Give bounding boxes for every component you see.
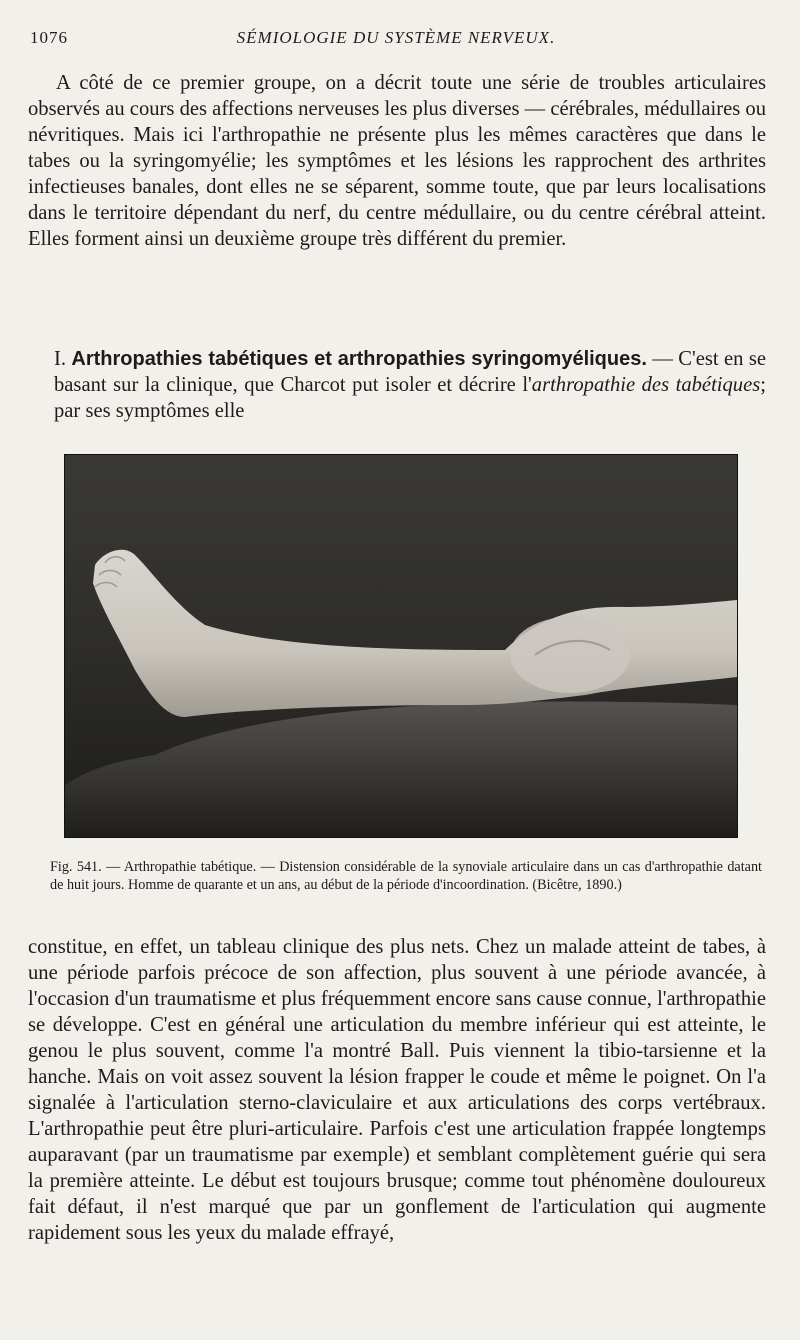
paragraph-2: constitue, en effet, un tableau clinique des plus nets. Chez un malade atteint de tabes, à une période parfois précoce de son affection, plus souvent à une période avancée, à l'occasion d'un traumatisme et plus fréquemment encore sans cause connue, l'arthropathie se développe. C'est en général une articulation du membre inférieur qui est atteinte, le genou le plus souvent, comme l'a montré Ball. Puis viennent la tibio-tarsienne et la hanche. Mais on voit assez souvent la lésion frapper le coude et même le poignet. On l'a signalée à l'articulation sterno-claviculaire et aux articulations des corps vertébraux. L'arthropathie peut être pluri-articulaire. Parfois c'est une articulation frappée longtemps auparavant (par un traumatisme par exemple) et semblant complètement guérie qui sera la première atteinte. Le début est toujours brusque; comme tout phénomène douloureux fait défaut, il n'est marqué que par un gonflement de l'articulation qui augmente rapidement sous les yeux du malade effrayé, [28,936,766,1244]
page-number: 1076 [30,28,68,47]
figure-caption [50,858,762,894]
figure-label: Fig. 541. [50,859,102,875]
section-intro-italic: arthropathie des tabétiques [531,374,761,396]
section-intro-before: — C'est en se basant sur la clinique, que Charcot put isoler et décrire l' [54,348,766,396]
running-header [30,28,762,56]
paragraph-1: A côté de ce premier groupe, on a décrit toute une série de troubles articulaires observés au cours des affections nerveuses les plus diverses — cérébrales, médullaires ou névritiques. Mais ici l'arthropathie ne présente plus les mêmes caractères que dans le tabes ou la syringomyélie; les symptômes et les lésions les rapprochent des arthrites infectieuses banales, dont elles ne se séparent, somme toute, que par leurs localisations dans le territoire dépendant du nerf, du centre médullaire, ou du centre cérébral atteint. Elles forment ainsi un deuxième groupe très différent du premier. [28,72,766,250]
figure-caption-text: — Arthropathie tabétique. — Distension considérable de la synoviale articulaire dans un cas d'arthropathie datant de huit jours. Homme de quarante et un ans, au début de la période d'incoordination. (Bicêtre, 1890.) [50,859,762,893]
running-title: SÉMIOLOGIE DU SYSTÈME NERVEUX. [236,28,556,47]
section-title: Arthropathies tabétiques et arthropathies syringomyéliques. [71,348,647,370]
section-intro-after: ; par ses symptômes elle [54,374,766,422]
figure-photograph-leg [64,454,738,838]
section-heading-paragraph [54,346,766,424]
swollen-knee [510,617,630,693]
leg-photo-illustration [65,455,737,837]
section-number: I. [54,348,67,370]
